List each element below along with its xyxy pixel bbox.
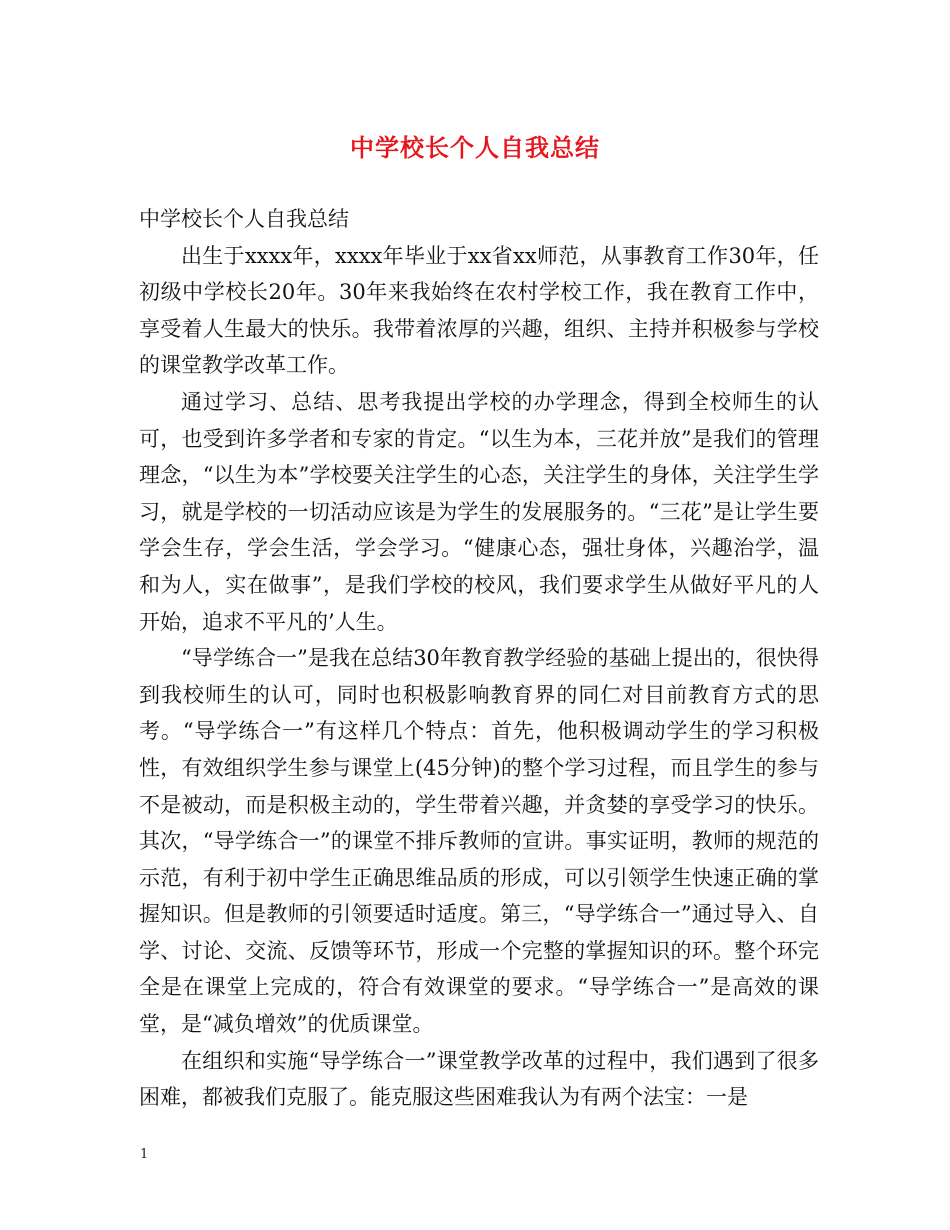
page-number: 1 (140, 1147, 149, 1162)
paragraph-2: 通过学习、总结、思考我提出学校的办学理念，得到全校师生的认可，也受到许多学者和专家的肯定。“以生为本，三花并放”是我们的管理理念，“以生为本”学校要关注学生的心态，关注学生的身体，关注学生学习，就是学校的一切活动应该是为学生的发展服务的。“三花”是让学生要学会生存，学会生活，学会学习。“健康心态，强壮身体，兴趣治学，温和为人，实在做事”，是我们学校的校风，我们要求学生从做好平凡的人开始，追求不平凡的’人生。 (139, 389, 819, 634)
paragraph-4: 在组织和实施“导学练合一”课堂教学改革的过程中，我们遇到了很多困难，都被我们克服了。能克服这些困难我认为有两个法宝：一是 (139, 1048, 819, 1110)
paragraph-3: “导学练合一”是我在总结30年教育教学经验的基础上提出的，很快得到我校师生的认可，同时也积极影响教育界的同仁对目前教育方式的思考。“导学练合一”有这样几个特点：首先，他积极调动学生的学习积极性，有效组织学生参与课堂上(45分钟)的整个学习过程，而且学生的参与不是被动，而是积极主动的，学生带着兴趣，并贪婪的享受学习的快乐。其次，“导学练合一”的课堂不排斥教师的宣讲。事实证明，教师的规范的示范，有利于初中学生正确思维品质的形成，可以引领学生快速正确的掌握知识。但是教师的引领要适时适度。第三，“导学练合一”通过导入、自学、讨论、交流、反馈等环节，形成一个完整的掌握知识的环。整个环完全是在课堂上完成的，符合有效课堂的要求。“导学练合一”是高效的课堂，是“减负增效”的优质课堂。 (139, 646, 819, 1037)
document-title: 中学校长个人自我总结 (350, 133, 600, 162)
document-subtitle: 中学校长个人自我总结 (139, 207, 349, 231)
paragraph-1: 出生于xxxx年，xxxx年毕业于xx省xx师范，从事教育工作30年，任初级中学校长20年。30年来我始终在农村学校工作，我在教育工作中，享受着人生最大的快乐。我带着浓厚的兴趣，组织、主持并积极参与学校的课堂教学改革工作。 (139, 243, 819, 378)
document-body (139, 201, 819, 1116)
